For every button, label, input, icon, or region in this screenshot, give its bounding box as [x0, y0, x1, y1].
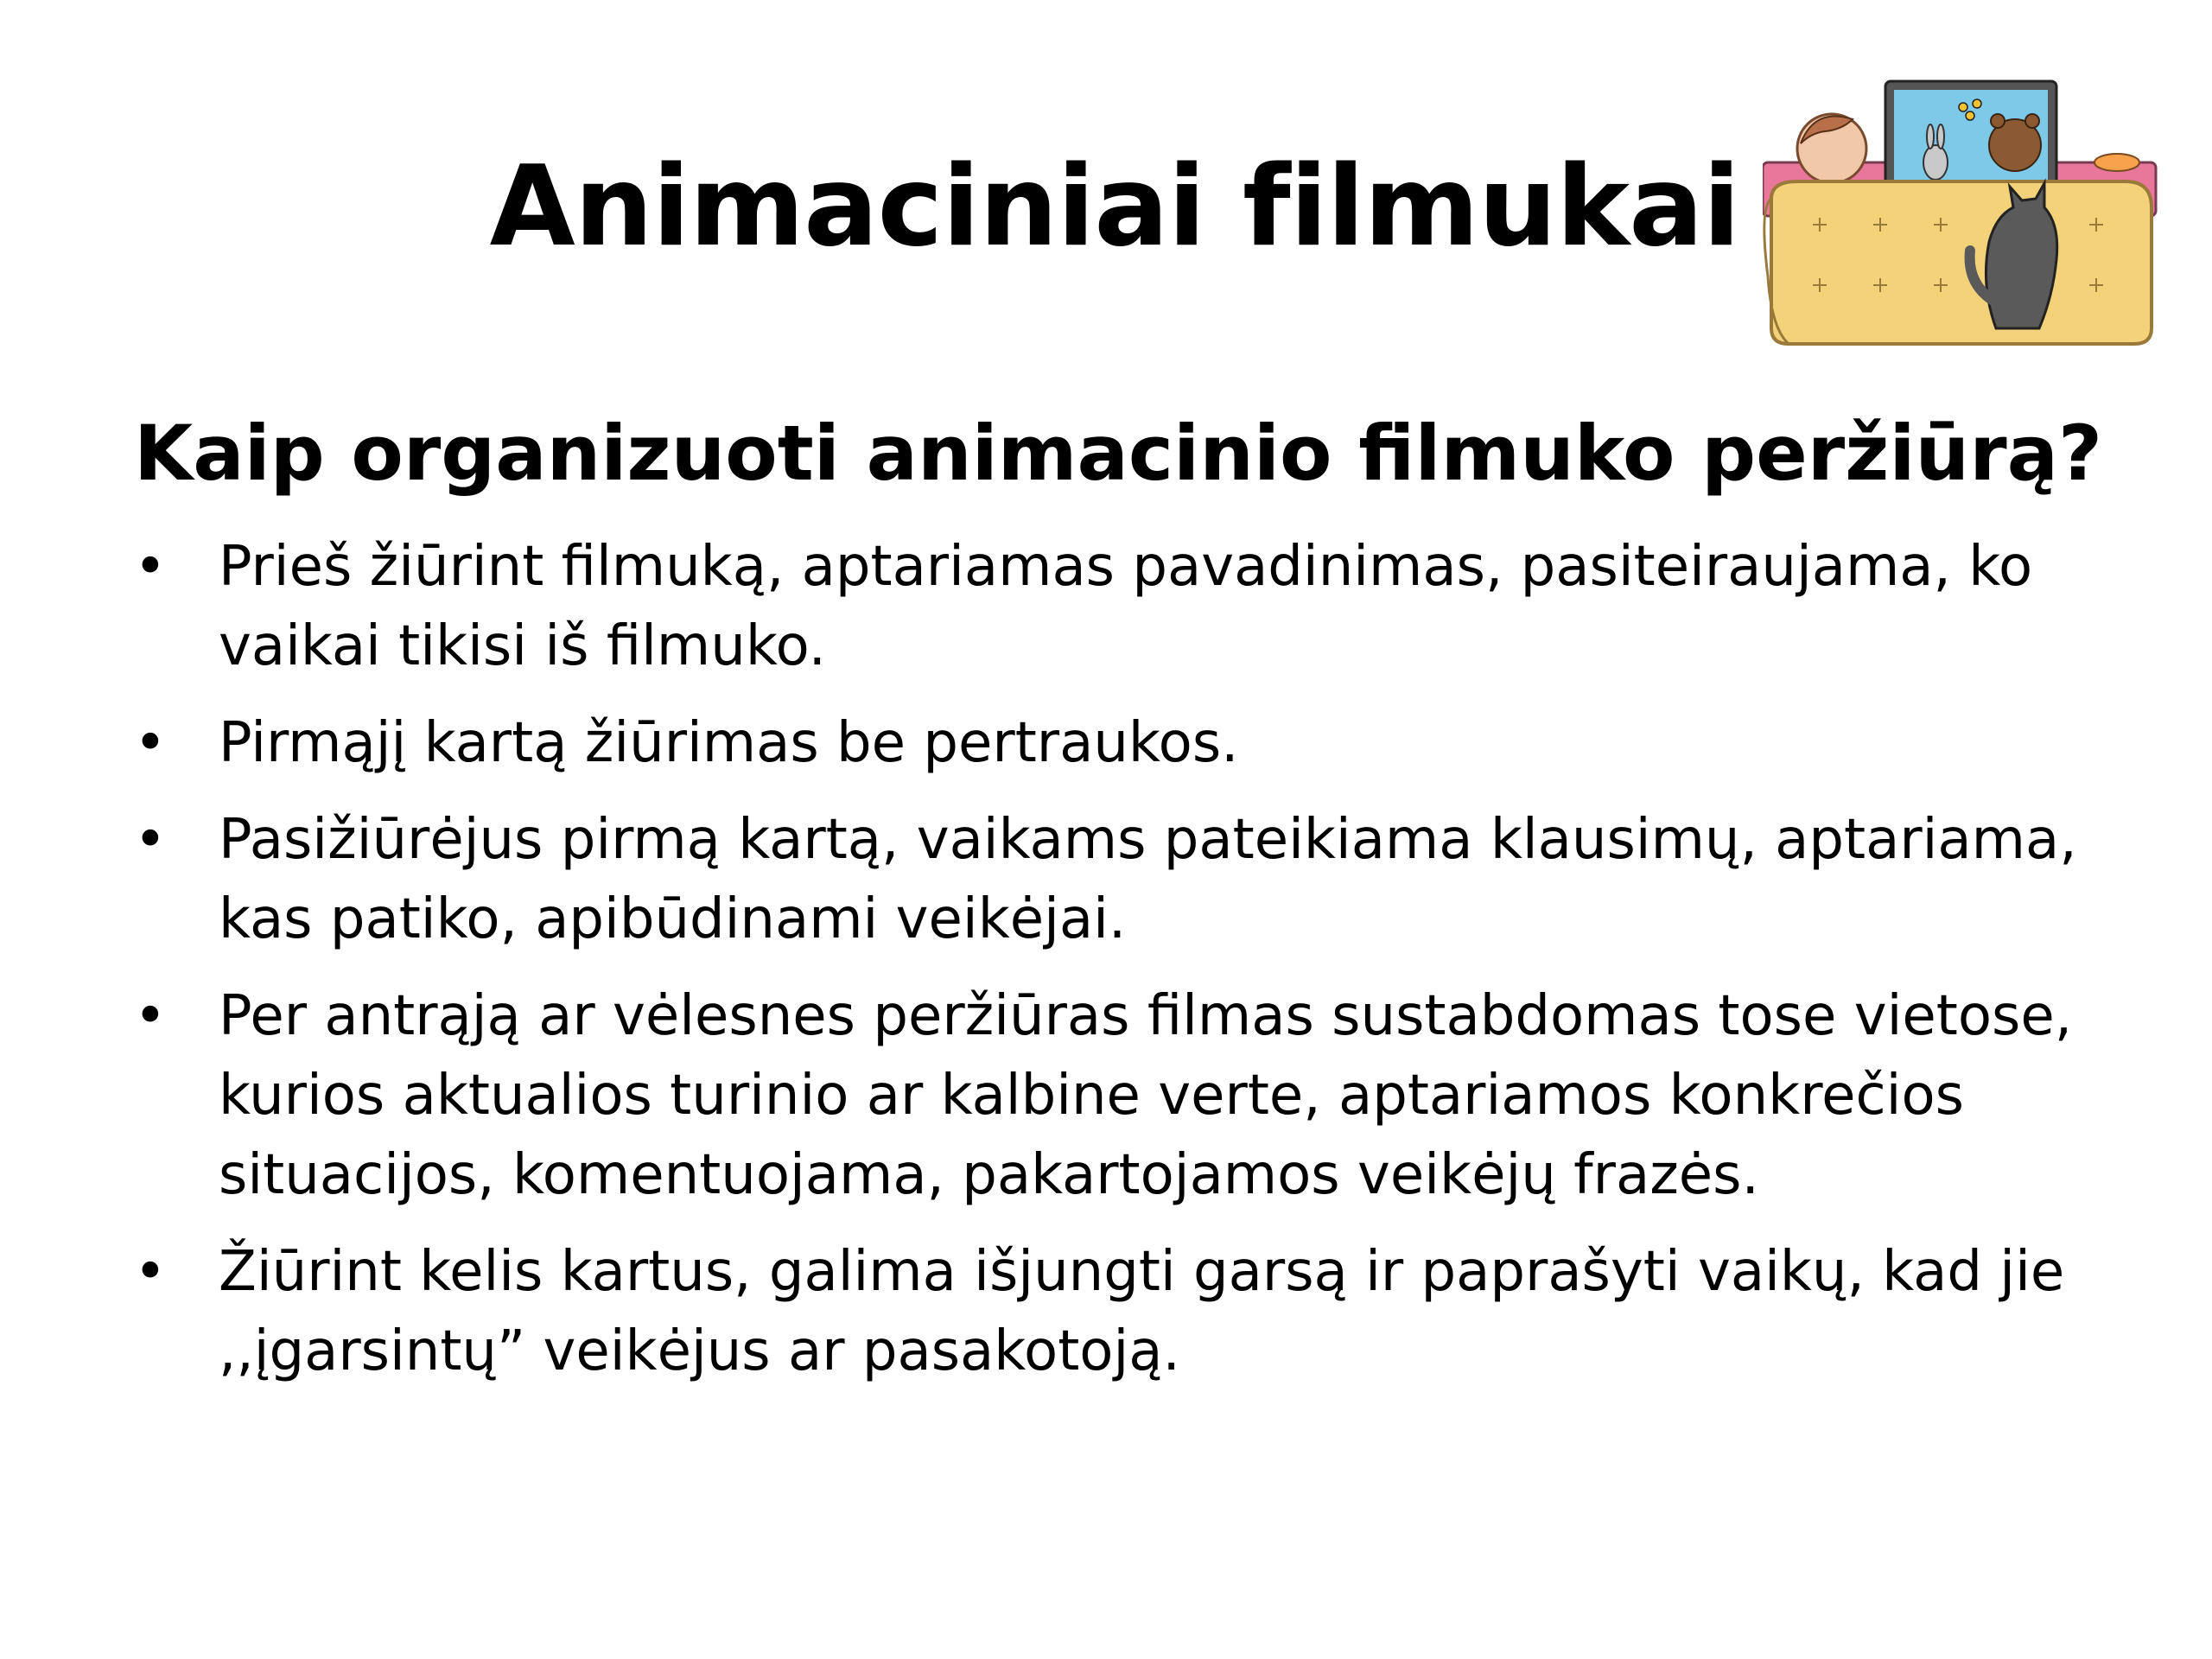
bullet-marker: • [134, 535, 167, 599]
bullet-marker: • [134, 984, 167, 1048]
bullet-marker: • [134, 1240, 167, 1304]
list-item [134, 800, 2121, 959]
bullet-marker: • [134, 808, 167, 872]
tv-rabbit [1923, 145, 1948, 180]
list-item [134, 976, 2121, 1215]
bullet-text: Žiūrint kelis kartus, galima išjungti garsą ir paprašyti vaikų, kad jie ,,įgarsintų” veikėjus ar pasakotoją. [219, 1240, 2065, 1383]
slide-subtitle: Kaip organizuoti animacinio filmuko peržiūrą? [134, 409, 2103, 498]
bullet-text: Pirmąjį kartą žiūrimas be pertraukos. [219, 711, 1239, 775]
bullet-marker: • [134, 711, 167, 775]
list-item [134, 527, 2121, 686]
list-item [134, 1232, 2121, 1391]
bullet-list [134, 527, 2121, 1408]
bullet-text: Prieš žiūrint filmuką, aptariamas pavadinimas, pasiteiraujama, ko vaikai tikisi iš filmuko. [219, 535, 2033, 678]
child-watching-tv-illustration [1763, 69, 2160, 354]
snack-bowl [2094, 154, 2139, 171]
sofa [1771, 181, 2152, 344]
list-item [134, 703, 2121, 783]
bullet-text: Per antrąją ar vėlesnes peržiūras filmas sustabdomas tose vietose, kurios aktualios turinio ar kalbine verte, aptariamos konkrečios situacijos, komentuojama, pakartojamos veikėjų frazės. [219, 984, 2073, 1207]
slide-title: Animaciniai filmukai [489, 143, 1740, 271]
bullet-text: Pasižiūrėjus pirmą kartą, vaikams pateikiama klausimų, aptariama, kas patiko, apibūdinami veikėjai. [219, 808, 2077, 951]
